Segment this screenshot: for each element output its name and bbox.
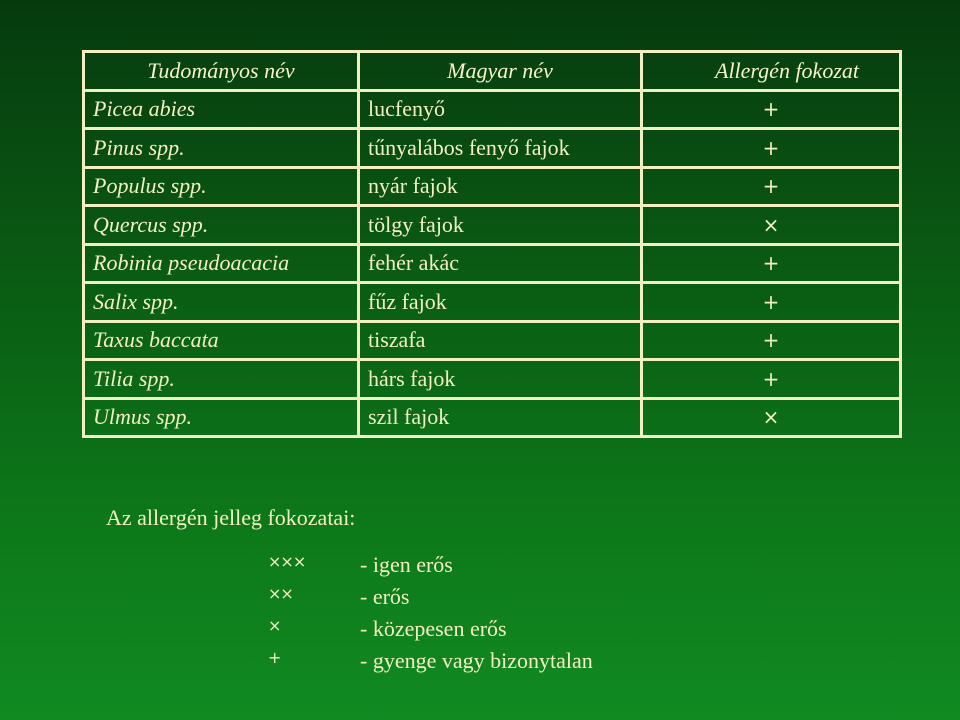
allergen-degree-cell [642, 244, 901, 283]
allergen-degree-cell [642, 167, 901, 206]
allergen-degree-cell [642, 360, 901, 399]
table-row [84, 398, 901, 437]
scientific-name-cell: Ulmus spp. [84, 398, 359, 437]
allergen-degree-cell [642, 206, 901, 245]
legend-symbol: ××× [268, 552, 306, 571]
table-row [84, 167, 901, 206]
scientific-name-cell: Robinia pseudoacacia [84, 244, 359, 283]
allergen-degree-cell [642, 398, 901, 437]
hungarian-name-cell: tűnyalábos fenyő fajok [359, 129, 642, 168]
degree-mark: + [762, 366, 780, 391]
allergen-degree-cell [642, 90, 901, 129]
legend-item [268, 616, 688, 646]
scientific-name-cell: Tilia spp. [84, 360, 359, 399]
legend-item [268, 584, 688, 614]
legend-item [268, 552, 688, 582]
table-row [84, 244, 901, 283]
scientific-name-cell: Picea abies [84, 90, 359, 129]
scientific-name-cell: Quercus spp. [84, 206, 359, 245]
table-row [84, 360, 901, 399]
table-row [84, 90, 901, 129]
degree-mark: × [762, 212, 780, 237]
table-row [84, 321, 901, 360]
hungarian-name-cell: tiszafa [359, 321, 642, 360]
hungarian-name-cell: fehér akác [359, 244, 642, 283]
legend-symbol: + [268, 648, 281, 667]
allergen-degree-cell [642, 129, 901, 168]
header-hungarian-name: Magyar név [359, 52, 642, 91]
legend-symbol: ×× [268, 584, 293, 603]
table-header-row [84, 52, 901, 91]
scientific-name-cell: Populus spp. [84, 167, 359, 206]
legend-description: - közepesen erős [360, 616, 507, 641]
degree-mark: + [762, 174, 780, 199]
hungarian-name-cell: szil fajok [359, 398, 642, 437]
degree-mark: + [762, 328, 780, 353]
header-scientific-name: Tudományos név [84, 52, 359, 91]
legend-title: Az allergén jelleg fokozatai: [106, 505, 356, 530]
table-row [84, 283, 901, 322]
degree-mark: + [762, 251, 780, 276]
scientific-name-cell: Salix spp. [84, 283, 359, 322]
allergen-degree-cell [642, 283, 901, 322]
table-row [84, 206, 901, 245]
legend-description: - igen erős [360, 552, 453, 577]
legend-description: - erős [360, 584, 410, 609]
legend-description: - gyenge vagy bizonytalan [360, 648, 593, 673]
hungarian-name-cell: hárs fajok [359, 360, 642, 399]
degree-mark: + [762, 135, 780, 160]
hungarian-name-cell: lucfenyő [359, 90, 642, 129]
degree-mark: × [762, 405, 780, 430]
legend-symbol: × [268, 616, 281, 635]
scientific-name-cell: Pinus spp. [84, 129, 359, 168]
hungarian-name-cell: nyár fajok [359, 167, 642, 206]
legend-item [268, 648, 688, 678]
header-allergen-degree: Allergén fokozat [642, 52, 901, 91]
scientific-name-cell: Taxus baccata [84, 321, 359, 360]
hungarian-name-cell: fűz fajok [359, 283, 642, 322]
degree-mark: + [762, 289, 780, 314]
allergen-degree-cell [642, 321, 901, 360]
hungarian-name-cell: tölgy fajok [359, 206, 642, 245]
degree-mark: + [762, 97, 780, 122]
allergen-table [82, 50, 902, 438]
table-row [84, 129, 901, 168]
